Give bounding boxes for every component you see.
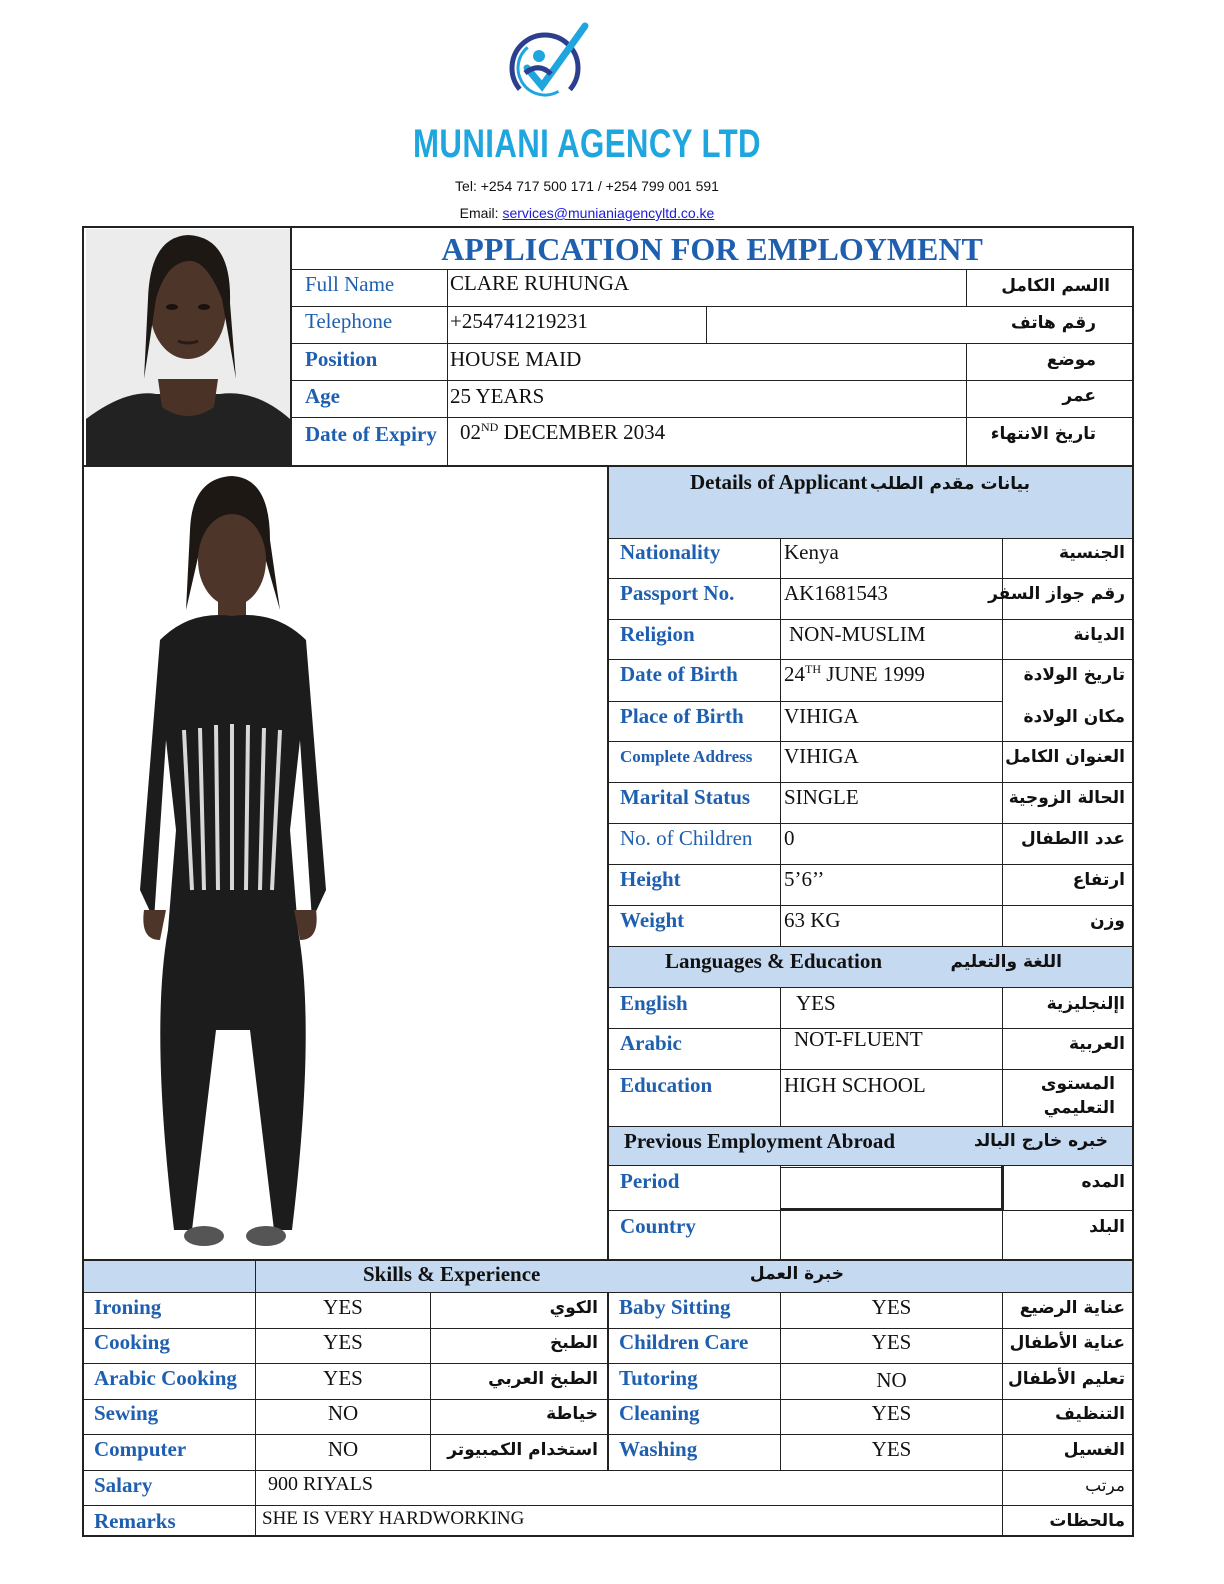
skill-label: Sewing — [94, 1401, 159, 1425]
skill-value: YES — [323, 1330, 363, 1354]
details-heading: Details of Applicant — [690, 470, 868, 494]
skill-value: NO — [876, 1368, 907, 1392]
full-name-label: Full Name — [305, 272, 395, 296]
english-arabic: اإلنجليزية — [1046, 994, 1125, 1014]
skill-arabic: عناية الرضيع — [1019, 1298, 1125, 1318]
detail-value: VIHIGA — [784, 744, 859, 768]
detail-value: NON-MUSLIM — [789, 622, 926, 646]
detail-value: SINGLE — [784, 785, 859, 809]
skill-label: Washing — [619, 1437, 698, 1461]
salary-arabic: مرتب — [1085, 1476, 1125, 1496]
age-label: Age — [305, 384, 340, 408]
skill-value: YES — [871, 1295, 912, 1319]
detail-value: 63 KG — [784, 908, 841, 932]
skill-label: Baby Sitting — [619, 1295, 731, 1319]
education-label: Education — [620, 1073, 713, 1097]
salary-value: 900 RIYALS — [268, 1473, 374, 1495]
detail-label: Height — [620, 867, 681, 891]
skill-value: NO — [327, 1437, 359, 1461]
age-value: 25 YEARS — [450, 384, 545, 408]
skill-value: YES — [323, 1366, 363, 1390]
education-value: HIGH SCHOOL — [784, 1073, 926, 1097]
skill-arabic: التنظيف — [1055, 1404, 1125, 1424]
dob-day: 24 — [784, 662, 805, 686]
languages-heading: Languages & Education — [665, 949, 883, 973]
telephone-line: Tel: +254 717 500 171 / +254 799 001 591 — [455, 178, 719, 194]
detail-value: VIHIGA — [784, 704, 859, 728]
email-line — [0, 205, 1174, 221]
previous-heading: Previous Employment Abroad — [624, 1129, 896, 1153]
period-label: Period — [620, 1169, 680, 1193]
country-label: Country — [620, 1214, 696, 1238]
telephone-arabic: رقم هاتف — [1011, 313, 1096, 333]
detail-arabic: تاريخ الولادة — [1023, 665, 1125, 685]
detail-arabic: مكان الولادة — [1023, 707, 1125, 727]
detail-label: Religion — [620, 622, 695, 646]
checkmark-person-logo-icon — [505, 18, 590, 108]
detail-arabic: عدد االطفال — [1020, 829, 1125, 849]
skill-value: YES — [323, 1295, 363, 1319]
full-name-value: CLARE RUHUNGA — [450, 271, 630, 295]
skill-label: Tutoring — [619, 1366, 698, 1390]
remarks-label: Remarks — [94, 1509, 176, 1533]
skill-arabic: استخدام الكمبيوتر — [447, 1440, 598, 1460]
skill-value: YES — [871, 1330, 912, 1354]
skill-arabic: الطبخ العربي — [488, 1369, 598, 1389]
age-arabic: عمر — [1062, 386, 1096, 406]
expiry-value — [460, 420, 665, 445]
skill-value: NO — [327, 1401, 359, 1425]
detail-arabic: الحالة الزوجية — [1008, 788, 1125, 808]
detail-value: AK1681543 — [784, 581, 888, 605]
position-label: Position — [305, 347, 378, 371]
detail-label: Date of Birth — [620, 662, 738, 686]
email-label: Email: — [459, 205, 503, 221]
detail-arabic: الجنسية — [1059, 543, 1125, 563]
detail-arabic: ارتفاع — [1072, 870, 1125, 890]
skill-label: Arabic Cooking — [94, 1366, 237, 1390]
skill-label: Cooking — [94, 1330, 170, 1354]
details-heading-arabic: بيانات مقدم الطلب — [869, 474, 1030, 494]
previous-heading-arabic: خبره خارج البالد — [973, 1131, 1108, 1151]
detail-value: 0 — [784, 826, 795, 850]
detail-label: Passport No. — [620, 581, 735, 605]
dob-month-year: JUNE 1999 — [821, 662, 925, 686]
expiry-day: 02 — [460, 420, 481, 444]
english-value: YES — [796, 991, 836, 1015]
skill-label: Children Care — [619, 1330, 749, 1354]
detail-label: Weight — [620, 908, 685, 932]
detail-arabic: وزن — [1090, 911, 1125, 931]
email-link[interactable]: services@munianiagencyltd.co.ke — [502, 205, 715, 221]
skill-arabic: عناية الأطفال — [1009, 1333, 1125, 1353]
salary-label: Salary — [94, 1473, 153, 1497]
form-title: APPLICATION FOR EMPLOYMENT — [441, 231, 983, 267]
detail-label: No. of Children — [620, 826, 753, 850]
skill-arabic: الطبخ — [550, 1333, 598, 1353]
skill-arabic: الكوي — [549, 1298, 598, 1318]
detail-label: Marital Status — [620, 785, 751, 809]
applicant-portrait-photo — [86, 229, 290, 465]
detail-arabic: رقم جواز السفر — [988, 584, 1125, 604]
skills-heading-arabic: خبرة العمل — [749, 1264, 844, 1284]
detail-value: 5’6’’ — [784, 867, 825, 891]
applicant-full-body-photo — [120, 470, 360, 1255]
expiry-day-suffix: ND — [481, 420, 499, 434]
telephone-value: +254741219231 — [450, 309, 588, 333]
expiry-arabic: تاريخ الانتهاء — [990, 424, 1096, 444]
skill-arabic: تعليم الأطفال — [1008, 1369, 1125, 1389]
position-value: HOUSE MAID — [450, 347, 582, 371]
education-arabic: المستوى التعليمي — [1040, 1074, 1115, 1118]
expiry-label: Date of Expiry — [305, 422, 437, 446]
skill-label: Cleaning — [619, 1401, 700, 1425]
telephone-label: Telephone — [305, 309, 393, 333]
detail-arabic: العنوان الكامل — [1005, 747, 1125, 767]
skill-label: Computer — [94, 1437, 187, 1461]
position-arabic: موضع — [1046, 350, 1096, 370]
expiry-month-year: DECEMBER 2034 — [498, 420, 666, 444]
detail-label: Complete Address — [620, 747, 753, 766]
agency-name: MUNIANI AGENCY LTD — [413, 122, 761, 166]
skill-value: YES — [871, 1437, 912, 1461]
detail-value: Kenya — [784, 540, 839, 564]
full-name-arabic: االسم الكامل — [1001, 276, 1110, 296]
detail-label: Nationality — [620, 540, 721, 564]
detail-value — [784, 662, 925, 687]
period-arabic: المده — [1081, 1172, 1125, 1192]
english-label: English — [620, 991, 688, 1015]
skill-arabic: الغسيل — [1063, 1440, 1125, 1460]
arabic-arabic: العربية — [1068, 1034, 1125, 1054]
remarks-value: SHE IS VERY HARDWORKING — [262, 1508, 525, 1529]
languages-heading-arabic: اللغة والتعليم — [950, 952, 1062, 972]
skills-heading: Skills & Experience — [363, 1262, 541, 1286]
detail-arabic: الديانة — [1073, 625, 1125, 645]
country-arabic: البلد — [1089, 1217, 1125, 1237]
arabic-label: Arabic — [620, 1031, 682, 1055]
skill-value: YES — [871, 1401, 912, 1425]
skill-arabic: خياطة — [546, 1404, 598, 1424]
skill-label: Ironing — [94, 1295, 162, 1319]
arabic-value: NOT-FLUENT — [794, 1027, 923, 1051]
dob-day-suffix: TH — [805, 662, 821, 676]
detail-label: Place of Birth — [620, 704, 744, 728]
remarks-arabic: مالحظات — [1049, 1511, 1125, 1531]
